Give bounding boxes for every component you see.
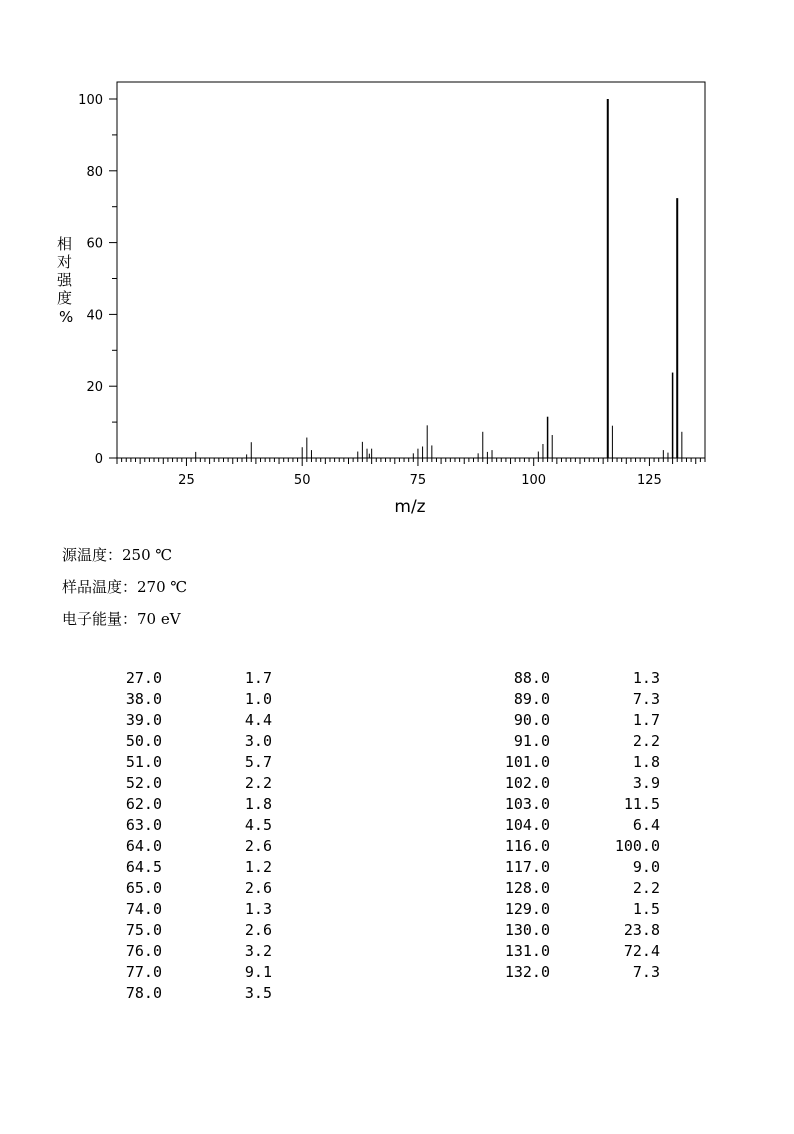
mz-value: 103.0 [504, 795, 550, 813]
y-tick-label: 20 [86, 380, 103, 396]
relative-intensity-value: 1.3 [632, 669, 660, 687]
mz-value: 116.0 [504, 837, 550, 855]
relative-intensity-value: 2.6 [244, 921, 272, 939]
y-axis-label-char: 度 [57, 289, 73, 307]
mz-value: 63.0 [125, 816, 162, 834]
y-axis-label-char: 强 [57, 271, 73, 289]
y-tick-label: 0 [94, 452, 103, 467]
relative-intensity-value: 1.5 [632, 900, 660, 918]
relative-intensity-value: 2.2 [632, 732, 660, 750]
relative-intensity-value: 72.4 [623, 942, 660, 960]
relative-intensity-value: 3.9 [632, 774, 660, 792]
relative-intensity-value: 7.3 [632, 963, 660, 981]
relative-intensity-value: 4.4 [244, 711, 272, 729]
x-tick-label: 25 [178, 473, 195, 488]
mass-spectrum-chart [0, 0, 794, 530]
relative-intensity-value: 4.5 [244, 816, 272, 834]
y-axis-label-char: 相 [57, 235, 73, 253]
y-tick-label: 100 [78, 93, 103, 108]
x-tick-label: 75 [409, 473, 427, 488]
y-axis-label-char: % [59, 308, 74, 326]
x-tick-label: 100 [521, 473, 547, 488]
mz-value: 90.0 [513, 711, 550, 729]
relative-intensity-value: 2.6 [244, 837, 272, 855]
relative-intensity-value: 1.8 [632, 753, 660, 771]
relative-intensity-value: 11.5 [623, 795, 660, 813]
mz-value: 128.0 [504, 879, 550, 897]
mz-value: 65.0 [125, 879, 162, 897]
conditions [62, 544, 187, 640]
mz-value: 64.0 [125, 837, 162, 855]
relative-intensity-value: 5.7 [244, 753, 272, 771]
relative-intensity-value: 23.8 [623, 921, 660, 939]
mz-value: 74.0 [125, 900, 162, 918]
mz-value: 62.0 [125, 795, 162, 813]
y-axis-label-char: 对 [57, 253, 73, 271]
plot-frame [117, 82, 705, 458]
mz-value: 76.0 [125, 942, 162, 960]
relative-intensity-value: 3.0 [244, 732, 272, 750]
y-tick-label: 60 [86, 236, 103, 252]
x-tick-label: 125 [637, 473, 662, 488]
mz-value: 77.0 [125, 963, 162, 981]
mz-value: 27.0 [125, 669, 162, 687]
x-axis-label: m/z [394, 497, 426, 517]
mz-value: 88.0 [513, 669, 550, 687]
mz-value: 64.5 [125, 858, 162, 876]
mz-value: 50.0 [125, 732, 162, 750]
relative-intensity-value: 1.7 [244, 669, 272, 687]
relative-intensity-value: 9.1 [244, 963, 272, 981]
mz-value: 130.0 [504, 921, 550, 939]
electron-energy: 电子能量：70 eV [62, 610, 181, 628]
mz-value: 51.0 [125, 753, 162, 771]
relative-intensity-value: 6.4 [632, 816, 660, 834]
mz-value: 104.0 [504, 816, 550, 834]
relative-intensity-value: 2.2 [244, 774, 272, 792]
relative-intensity-value: 3.2 [244, 942, 272, 960]
y-tick-label: 80 [86, 164, 103, 180]
relative-intensity-value: 3.5 [244, 984, 272, 1002]
mz-value: 39.0 [125, 711, 162, 729]
mz-value: 117.0 [504, 858, 550, 876]
mz-value: 75.0 [125, 921, 162, 939]
relative-intensity-value: 1.2 [244, 858, 272, 876]
relative-intensity-value: 1.8 [244, 795, 272, 813]
mz-value: 89.0 [513, 690, 550, 708]
relative-intensity-value: 1.0 [244, 690, 272, 708]
x-tick-label: 50 [293, 473, 311, 488]
relative-intensity-value: 100.0 [614, 837, 660, 855]
relative-intensity-value: 2.2 [632, 879, 660, 897]
relative-intensity-value: 2.6 [244, 879, 272, 897]
mz-value: 129.0 [504, 900, 550, 918]
y-axis-label [57, 235, 73, 326]
source-temperature: 源温度：250 ℃ [62, 546, 173, 564]
sample-temperature: 样品温度：270 ℃ [62, 578, 188, 596]
mz-value: 52.0 [125, 774, 162, 792]
mz-value: 38.0 [125, 690, 162, 708]
mz-value: 132.0 [504, 963, 550, 981]
relative-intensity-value: 7.3 [632, 690, 660, 708]
relative-intensity-value: 1.3 [244, 900, 272, 918]
y-tick-label: 40 [86, 308, 103, 324]
mz-value: 102.0 [504, 774, 550, 792]
relative-intensity-value: 9.0 [632, 858, 660, 876]
relative-intensity-value: 1.7 [632, 711, 660, 729]
mz-value: 101.0 [504, 753, 550, 771]
mz-value: 91.0 [513, 732, 550, 750]
mz-value: 78.0 [125, 984, 162, 1002]
mz-value: 131.0 [504, 942, 550, 960]
